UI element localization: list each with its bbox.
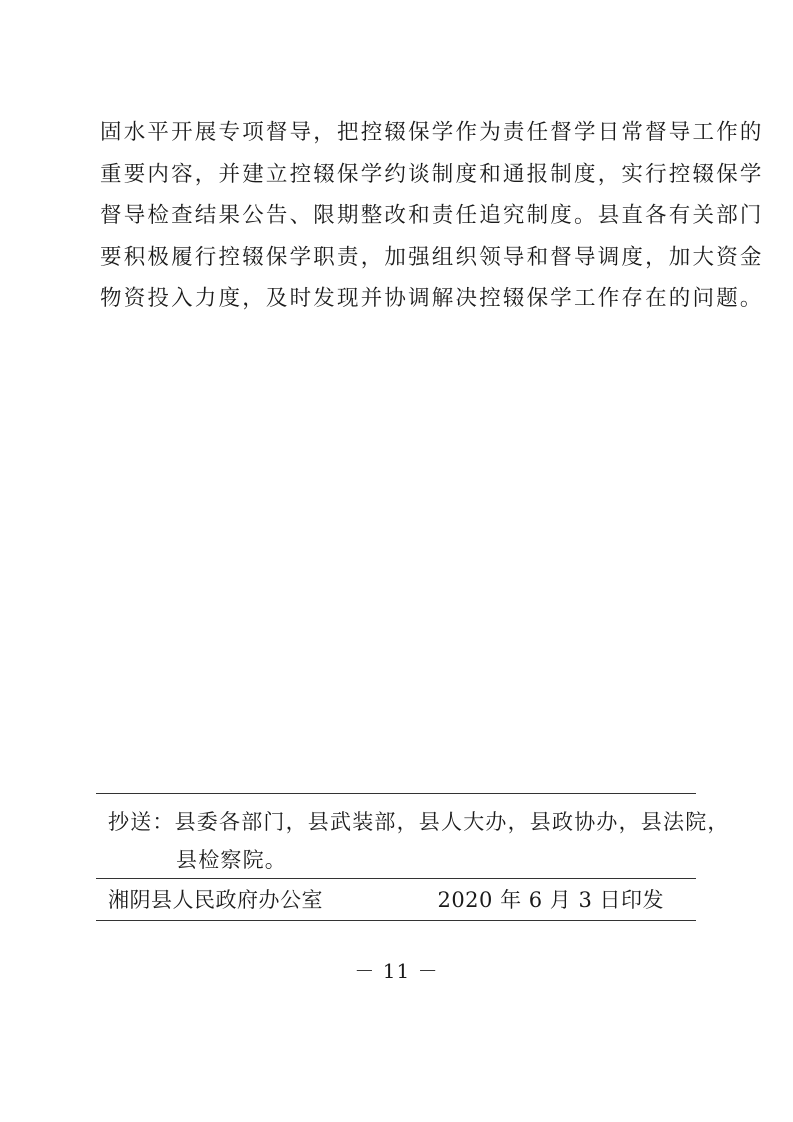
issue-date: 2020 年 6 月 3 日印发 xyxy=(437,888,664,912)
issuer-name: 湘阴县人民政府办公室 xyxy=(108,888,323,912)
cc-line-2: 县检察院。 xyxy=(176,848,287,872)
footer-rule-top xyxy=(96,793,696,794)
body-line-4: 要积极履行控辍保学职责，加强组织领导和督导调度，加大资金 xyxy=(100,244,764,270)
body-line-1: 固水平开展专项督导，把控辍保学作为责任督学日常督导工作的 xyxy=(100,120,764,145)
page-number: － 11 － xyxy=(354,959,439,983)
footer-rule-bottom xyxy=(96,920,696,921)
cc-line-1: 抄送：县委各部门，县武装部，县人大办，县政协办，县法院， xyxy=(108,810,730,834)
body-line-2: 重要内容，并建立控辍保学约谈制度和通报制度，实行控辍保学 xyxy=(100,161,764,187)
body-line-3: 督导检查结果公告、限期整改和责任追究制度。县直各有关部门 xyxy=(100,203,764,228)
body-line-5: 物资投入力度，及时发现并协调解决控辍保学工作存在的问题。 xyxy=(100,286,764,311)
document-body xyxy=(100,112,764,320)
cc-block xyxy=(108,803,730,879)
footer-rule-middle xyxy=(96,878,696,879)
